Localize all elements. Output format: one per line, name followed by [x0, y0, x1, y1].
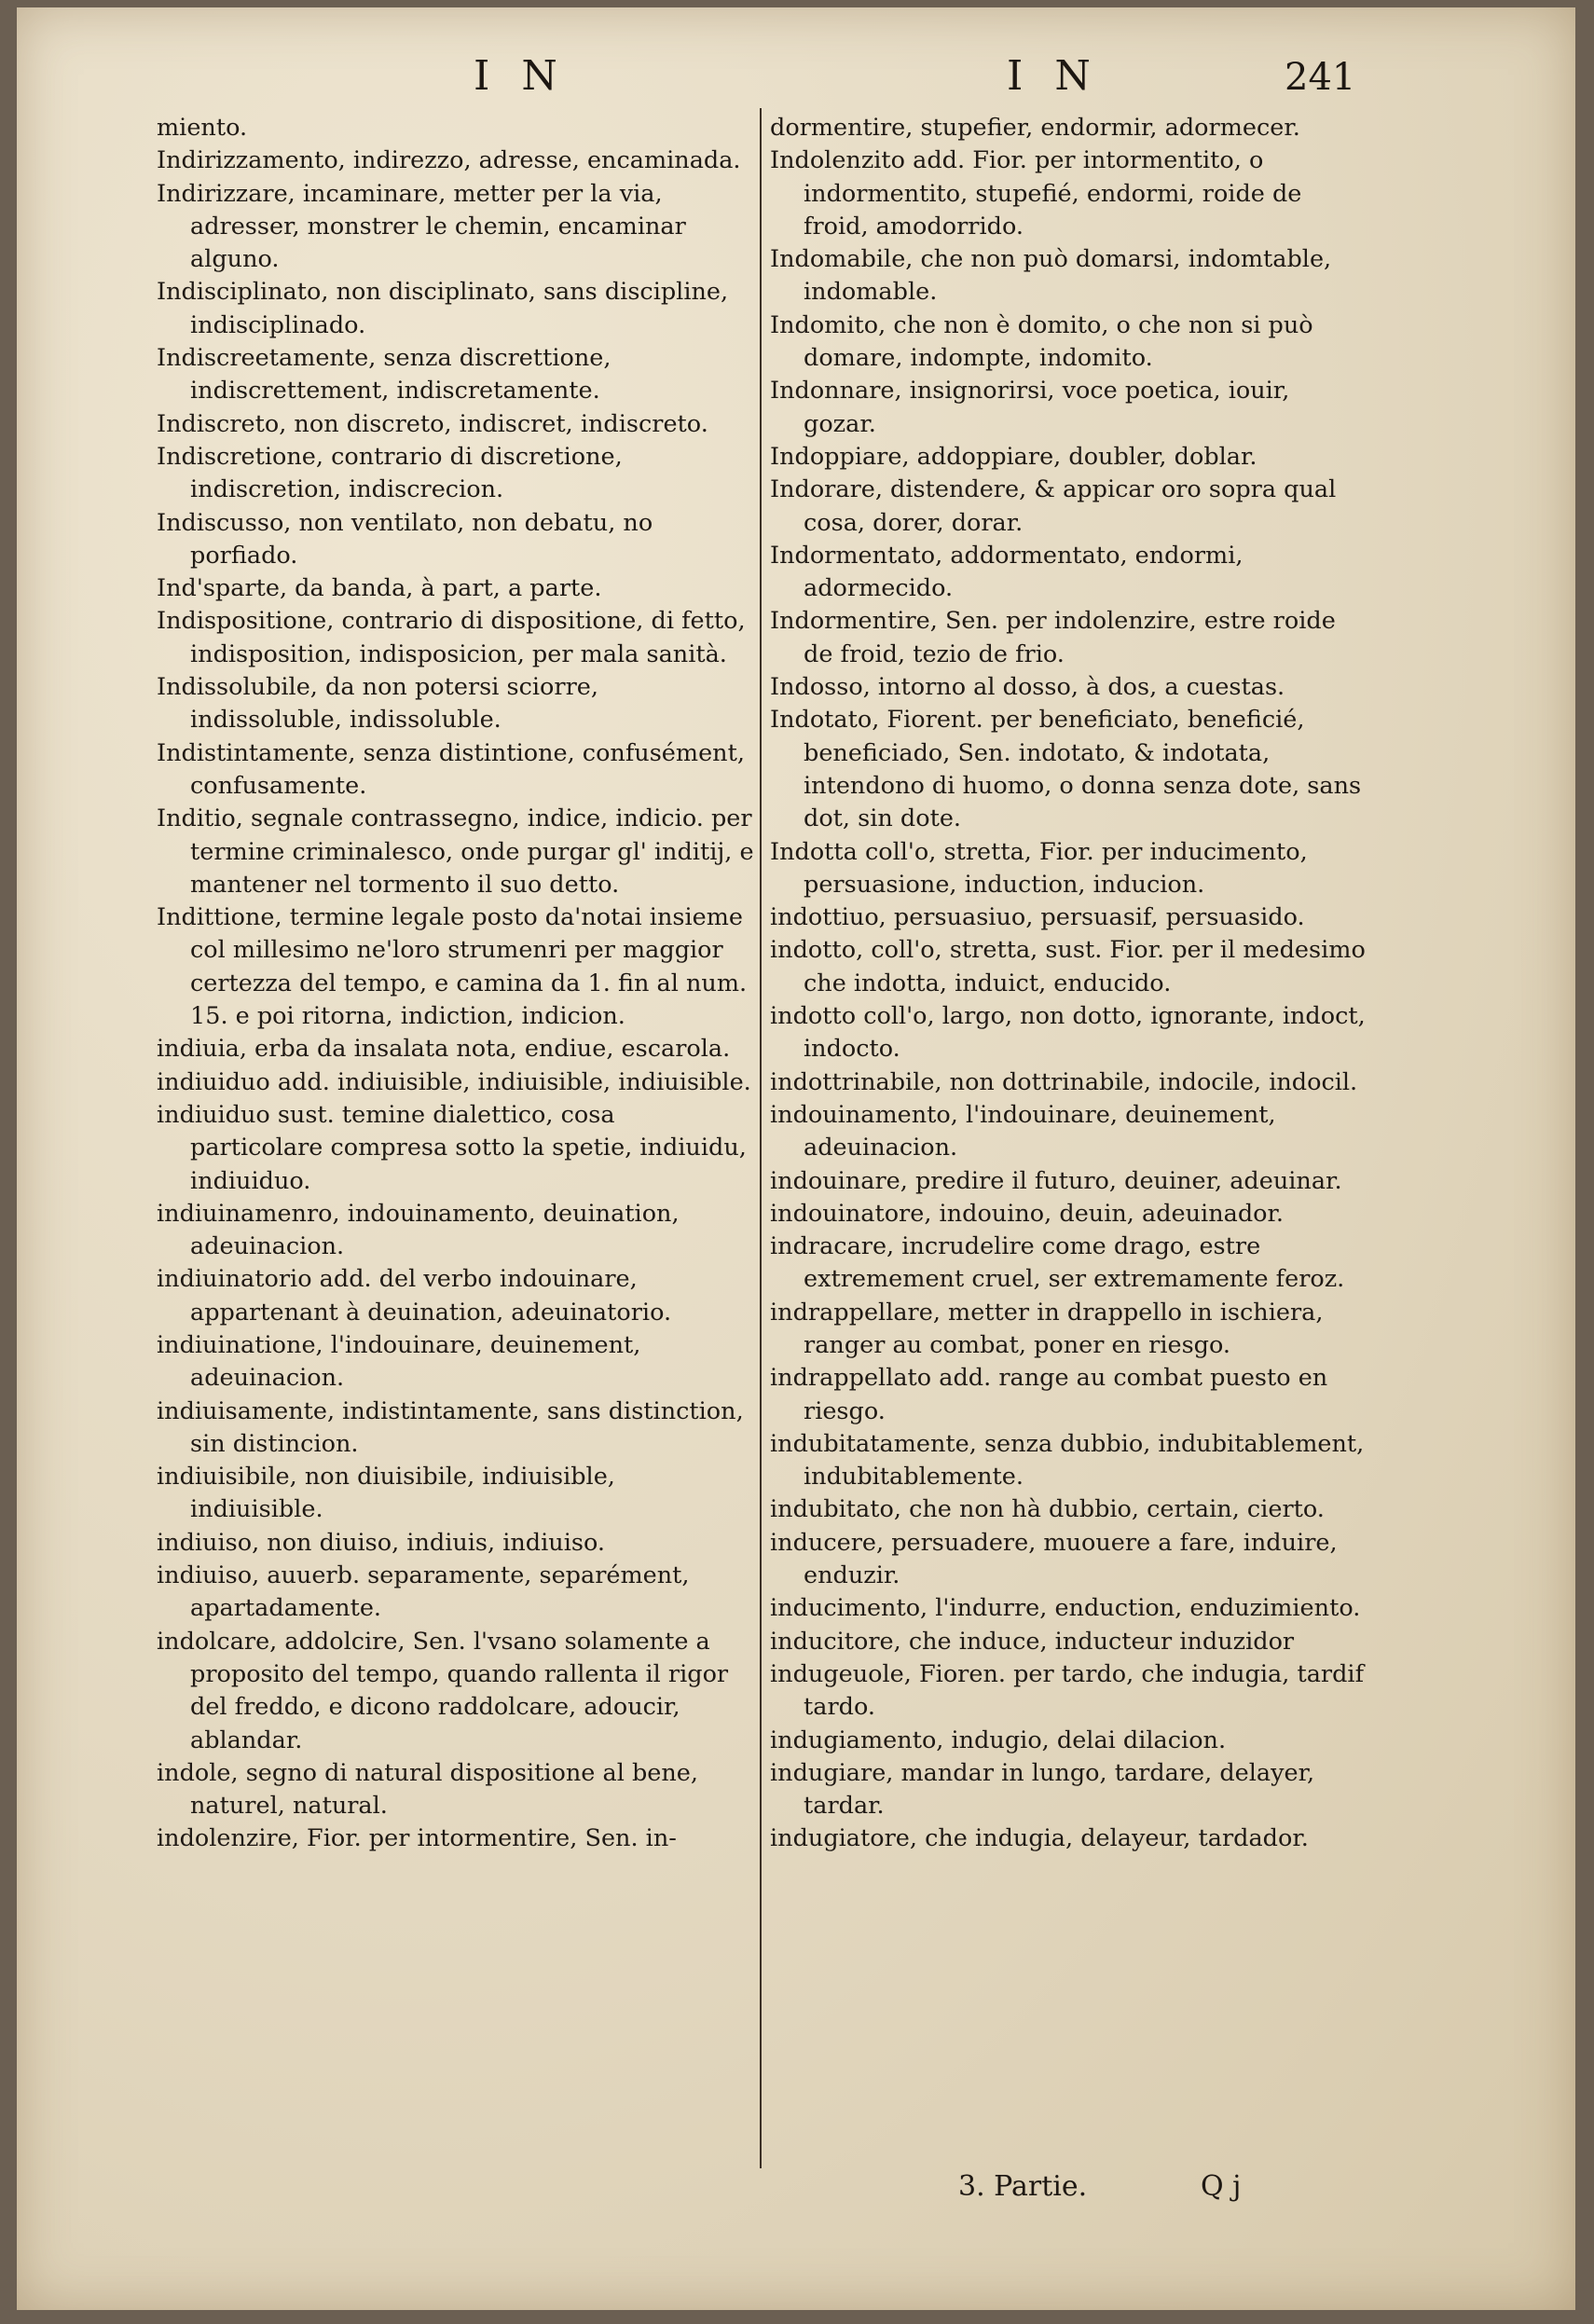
- dictionary-entry: indubitato, che non hà dubbio, certain, cierto.: [770, 1495, 1325, 1524]
- page-number: 241: [1285, 56, 1356, 99]
- dictionary-entry: Indispositione, contrario di dispositione, di fetto, indisposition, indisposicion, per mala sanità.: [157, 607, 746, 668]
- dictionary-entry: indiuiso, non diuiso, indiuis, indiuiso.: [157, 1528, 605, 1557]
- dictionary-entry: Indiscusso, non ventilato, non debatu, no porfiado.: [157, 508, 653, 570]
- dictionary-entry: indolenzire, Fior. per intormentire, Sen. in-: [157, 1824, 677, 1853]
- dictionary-entry: Indomabile, che non può domarsi, indomtable, indomable.: [770, 245, 1332, 307]
- dictionary-entry: indiuiduo add. indiuisible, indiuisible, indiuisible.: [157, 1067, 751, 1096]
- dictionary-entry: indotto coll'o, largo, non dotto, ignorante, indoct, indocto.: [770, 1002, 1366, 1064]
- page-footer: [17, 2170, 1575, 2217]
- gathering-mark: Q j: [1201, 2170, 1242, 2203]
- dictionary-entry: miento.: [157, 114, 248, 142]
- signature-mark: 3. Partie.: [958, 2170, 1088, 2203]
- dictionary-entry: Indormentire, Sen. per indolenzire, estre roide de froid, tezio de frio.: [770, 607, 1336, 668]
- dictionary-entry: indugeuole, Fioren. per tardo, che indugia, tardif tardo.: [770, 1659, 1365, 1722]
- dictionary-entry: indiuia, erba da insalata nota, endiue, escarola.: [157, 1035, 731, 1064]
- dictionary-entry: indiuisamente, indistintamente, sans distinction, sin distincion.: [157, 1396, 744, 1458]
- running-head-right: I N: [1007, 52, 1100, 100]
- left-column: [157, 112, 755, 1856]
- dictionary-entry: dormentire, stupefier, endormir, adormecer.: [770, 114, 1300, 142]
- dictionary-entry: Indonnare, insignorirsi, voce poetica, iouir, gozar.: [770, 377, 1290, 438]
- dictionary-entry: Indirizzare, incaminare, metter per la via, adresser, monstrer le chemin, encaminar alguno.: [157, 179, 686, 274]
- dictionary-entry: indouinare, predire il futuro, deuiner, adeuinar.: [770, 1166, 1342, 1195]
- dictionary-entry: indiuisibile, non diuisibile, indiuisible, indiuisible.: [157, 1463, 615, 1524]
- dictionary-entry: indiuinamenro, indouinamento, deuination, adeuinacion.: [157, 1199, 680, 1261]
- dictionary-entry: indiuinatione, l'indouinare, deuinement, adeuinacion.: [157, 1330, 641, 1393]
- dictionary-entry: Indosso, intorno al dosso, à dos, a cuestas.: [770, 673, 1285, 702]
- dictionary-entry: indole, segno di natural dispositione al bene, naturel, natural.: [157, 1758, 698, 1821]
- book-page: [17, 7, 1575, 2310]
- right-column: [770, 112, 1367, 1856]
- dictionary-entry: Indorare, distendere, & appicar oro sopra qual cosa, dorer, dorar.: [770, 475, 1337, 537]
- dictionary-entry: indiuiso, auuerb. separamente, separément, apartadamente.: [157, 1561, 690, 1623]
- dictionary-entry: indiuiduo sust. temine dialettico, cosa particolare compresa sotto la spetie, indiuidu, indiuiduo.: [157, 1100, 747, 1195]
- dictionary-entry: Indolenzito add. Fior. per intormentito, o indormentito, stupefié, endormi, roide de froid, amodorrido.: [770, 146, 1302, 241]
- dictionary-entry: inducitore, che induce, inducteur induzidor: [770, 1627, 1295, 1656]
- dictionary-entry: indiuinatorio add. del verbo indouinare, appartenant à deuination, adeuinatorio.: [157, 1265, 672, 1327]
- dictionary-entry: indugiamento, indugio, delai dilacion.: [770, 1726, 1227, 1754]
- running-head-left: I N: [474, 52, 567, 100]
- dictionary-entry: Indittione, termine legale posto da'notai insieme col millesimo ne'loro strumenri per maggior certezza del tempo, e camina da 1. fin al num. 15. e poi ritorna, indiction, indicion.: [157, 903, 748, 1031]
- dictionary-entry: indouinatore, indouino, deuin, adeuinador.: [770, 1199, 1284, 1228]
- dictionary-entry: Indomito, che non è domito, o che non si può domare, indompte, indomito.: [770, 310, 1313, 373]
- dictionary-entry: Indotta coll'o, stretta, Fior. per inducimento, persuasione, induction, inducion.: [770, 837, 1308, 899]
- dictionary-entry: indotto, coll'o, stretta, sust. Fior. per il medesimo che indotta, induict, enducido.: [770, 936, 1366, 997]
- dictionary-entry: indolcare, addolcire, Sen. l'vsano solamente a proposito del tempo, quando rallenta il rigor del freddo, e dicono raddolcare, adoucir, ablandar.: [157, 1627, 729, 1754]
- dictionary-entry: indugiare, mandar in lungo, tardare, delayer, tardar.: [770, 1758, 1315, 1821]
- page-header: [17, 52, 1575, 108]
- dictionary-entry: Indisciplinato, non disciplinato, sans discipline, indisciplinado.: [157, 278, 729, 339]
- dictionary-entry: Indirizzamento, indirezzo, adresse, encaminada.: [157, 146, 741, 175]
- column-divider: [760, 108, 762, 2168]
- dictionary-entry: Indissolubile, da non potersi sciorre, indissoluble, indissoluble.: [157, 673, 598, 735]
- dictionary-entry: indubitatamente, senza dubbio, indubitablement, indubitablemente.: [770, 1429, 1365, 1492]
- dictionary-entry: Indistintamente, senza distintione, confusément, confusamente.: [157, 738, 745, 800]
- dictionary-entry: indracare, incrudelire come drago, estre extremement cruel, ser extremamente feroz.: [770, 1232, 1345, 1294]
- dictionary-entry: Indiscretione, contrario di discretione, indiscretion, indiscrecion.: [157, 442, 623, 504]
- dictionary-entry: inducimento, l'indurre, enduction, enduzimiento.: [770, 1594, 1361, 1623]
- dictionary-entry: indottiuo, persuasiuo, persuasif, persuasido.: [770, 903, 1305, 932]
- dictionary-entry: indrappellare, metter in drappello in ischiera, ranger au combat, poner en riesgo.: [770, 1298, 1324, 1359]
- dictionary-entry: indrappellato add. range au combat puesto en riesgo.: [770, 1364, 1328, 1425]
- dictionary-entry: indottrinabile, non dottrinabile, indocile, indocil.: [770, 1067, 1358, 1096]
- dictionary-entry: indouinamento, l'indouinare, deuinement, adeuinacion.: [770, 1100, 1276, 1162]
- dictionary-entry: Indiscreetamente, senza discrettione, indiscrettement, indiscretamente.: [157, 344, 611, 406]
- dictionary-entry: Indiscreto, non discreto, indiscret, indiscreto.: [157, 409, 708, 438]
- dictionary-entry: Ind'sparte, da banda, à part, a parte.: [157, 574, 602, 603]
- dictionary-entry: Inditio, segnale contrassegno, indice, indicio. per termine criminalesco, onde purgar gl' inditij, e mantener nel tormento il suo detto.: [157, 804, 754, 899]
- dictionary-entry: inducere, persuadere, muouere a fare, induire, enduzir.: [770, 1528, 1338, 1590]
- dictionary-entry: Indotato, Fiorent. per beneficiato, beneficié, beneficiado, Sen. indotato, & indotata, intendono di huomo, o donna senza dote, sans dot, sin dote.: [770, 706, 1362, 833]
- dictionary-entry: indugiatore, che indugia, delayeur, tardador.: [770, 1824, 1309, 1853]
- dictionary-entry: Indormentato, addormentato, endormi, adormecido.: [770, 541, 1244, 603]
- dictionary-entry: Indoppiare, addoppiare, doubler, doblar.: [770, 442, 1257, 471]
